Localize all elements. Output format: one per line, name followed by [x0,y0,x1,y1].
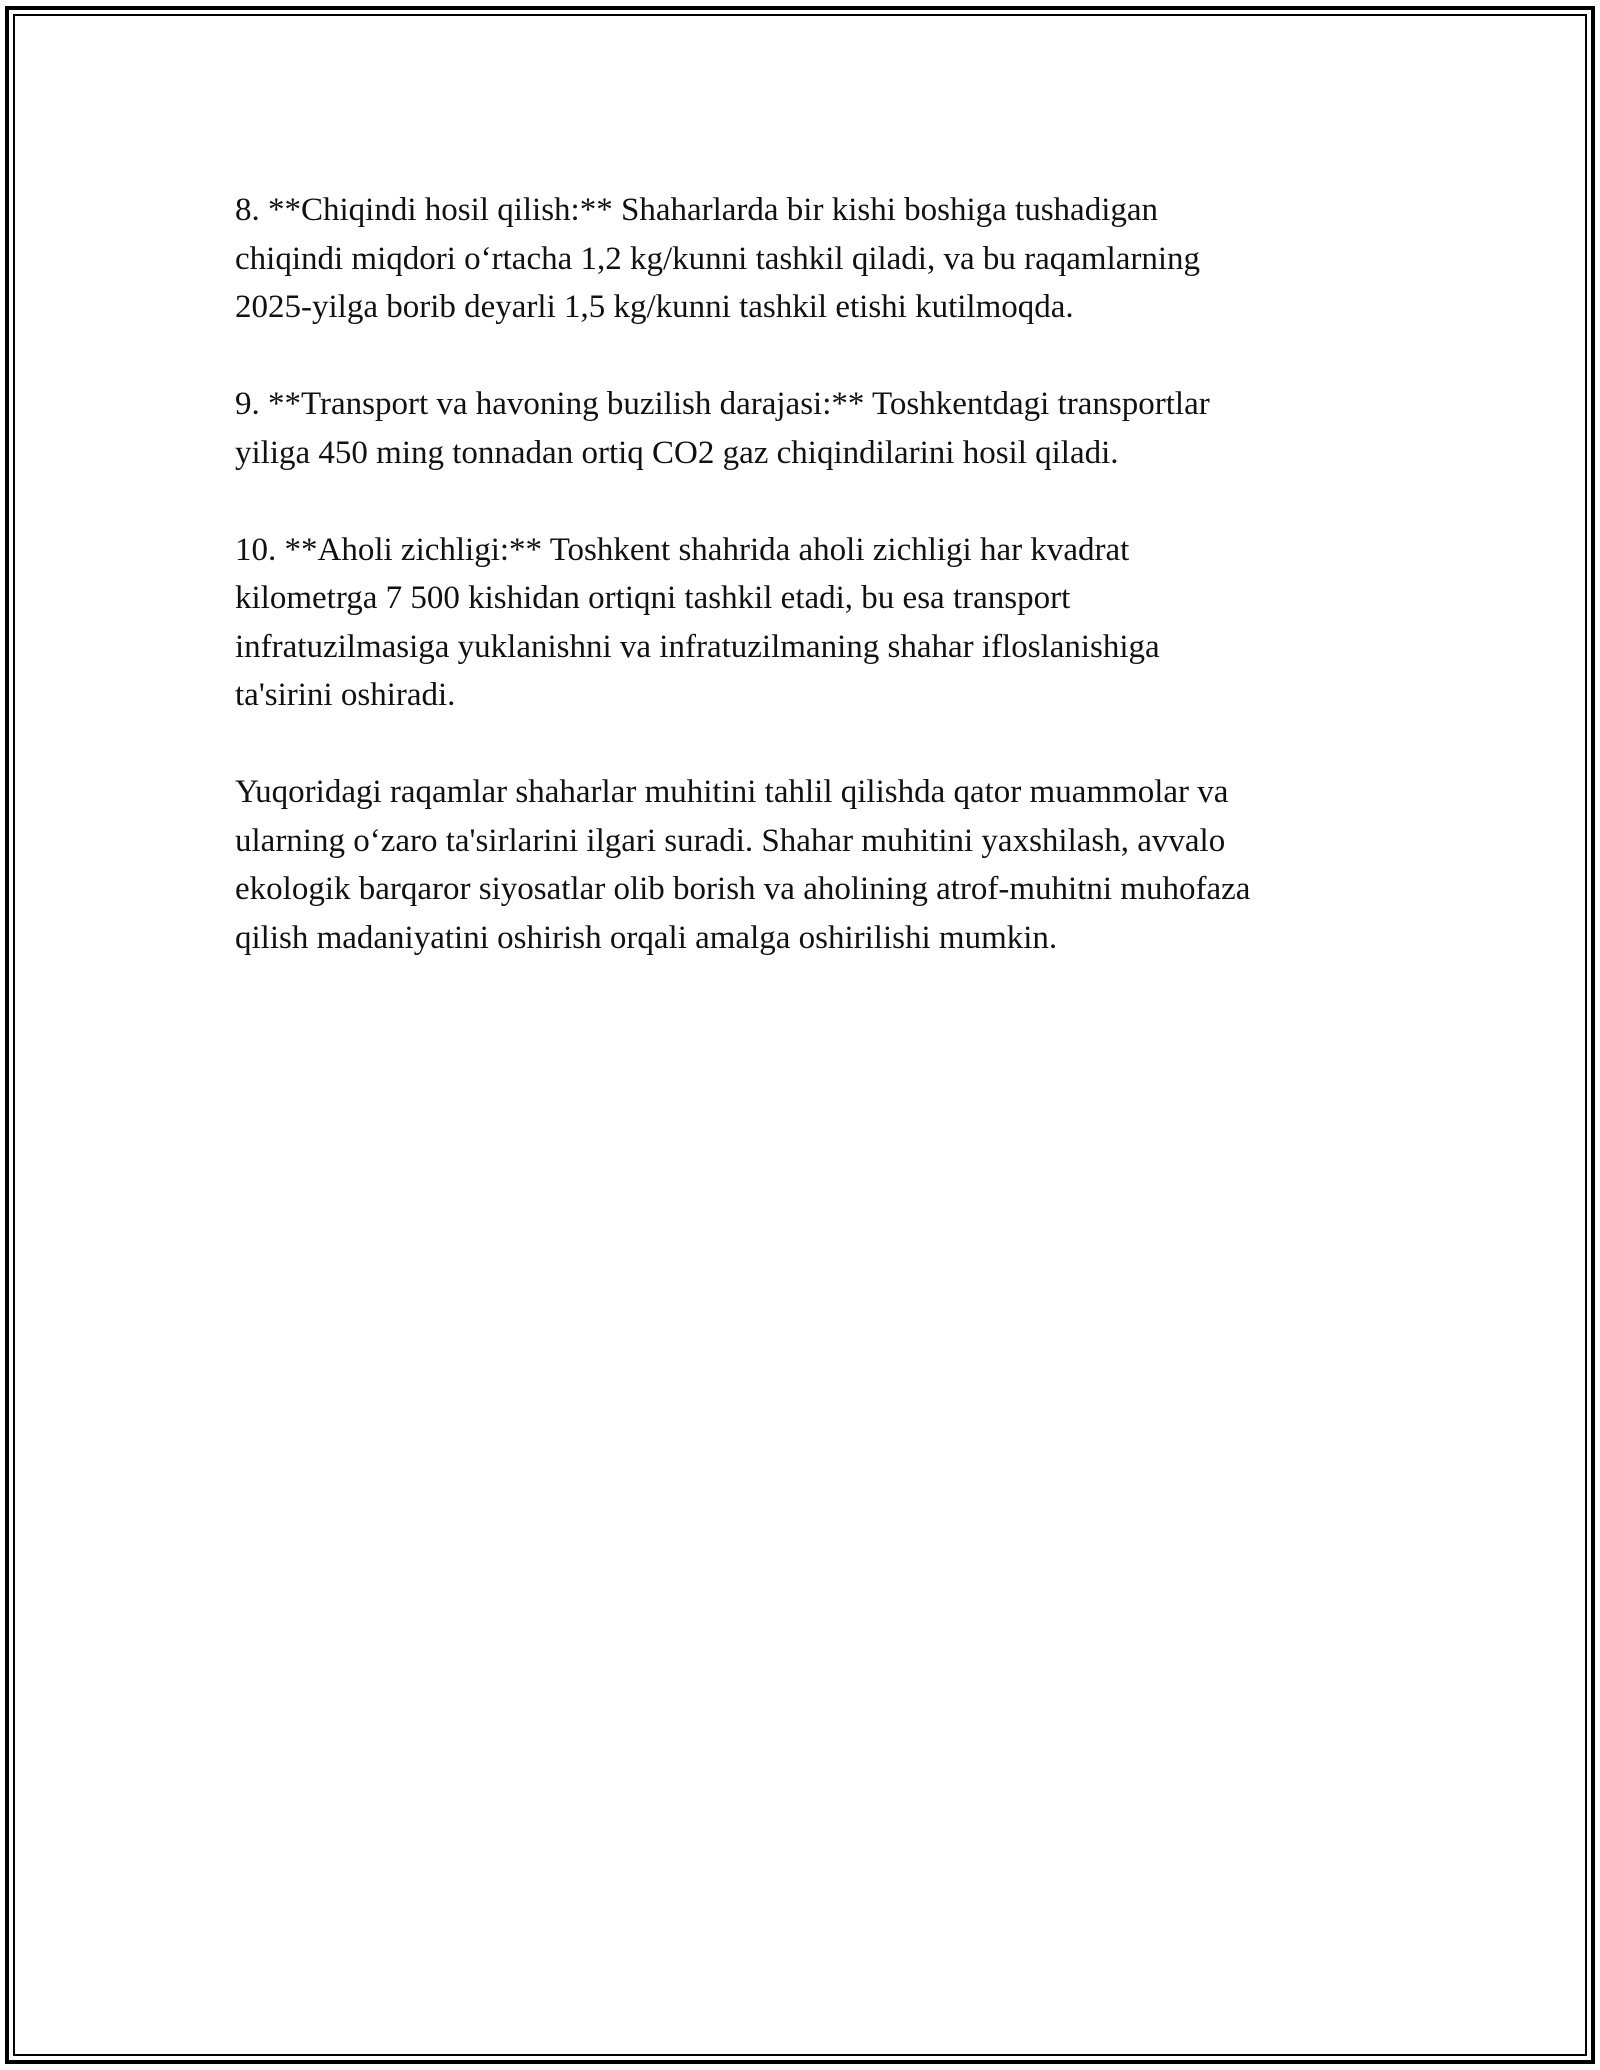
paragraph-conclusion: Yuqoridagi raqamlar shaharlar muhitini tahlil qilishda qator muammolar va ularning o‘zaro ta'sirlarini ilgari suradi. Shahar muhitini yaxshilash, avvalo ekologik barqaror siyosatlar olib borish va aholining atrof-muhitni muhofaza qilish madaniyatini oshirish orqali amalga oshirilishi mumkin. [235,774,1251,956]
paragraph-transport-air-pollution: 9. **Transport va havoning buzilish darajasi:** Toshkentdagi transportlar yiliga 450 ming tonnadan ortiq CO2 gaz chiqindilarini hosil qiladi. [235,386,1210,471]
paragraph-population-density: 10. **Aholi zichligi:** Toshkent shahrida aholi zichligi har kvadrat kilometrga 7 500 kishidan ortiqni tashkil etadi, bu esa transport infratuzilmasiga yuklanishni va infratuzilmaning shahar ifloslanishiga ta'sirini oshiradi. [235,531,1160,713]
paragraph-waste-generation: 8. **Chiqindi hosil qilish:** Shaharlarda bir kishi boshiga tushadigan chiqindi miqdori o‘rtacha 1,2 kg/kunni tashkil qiladi, va bu raqamlarning 2025-yilga borib deyarli 1,5 kg/kunni tashkil etishi kutilmoqda. [235,192,1201,325]
document-body [235,186,1375,1011]
